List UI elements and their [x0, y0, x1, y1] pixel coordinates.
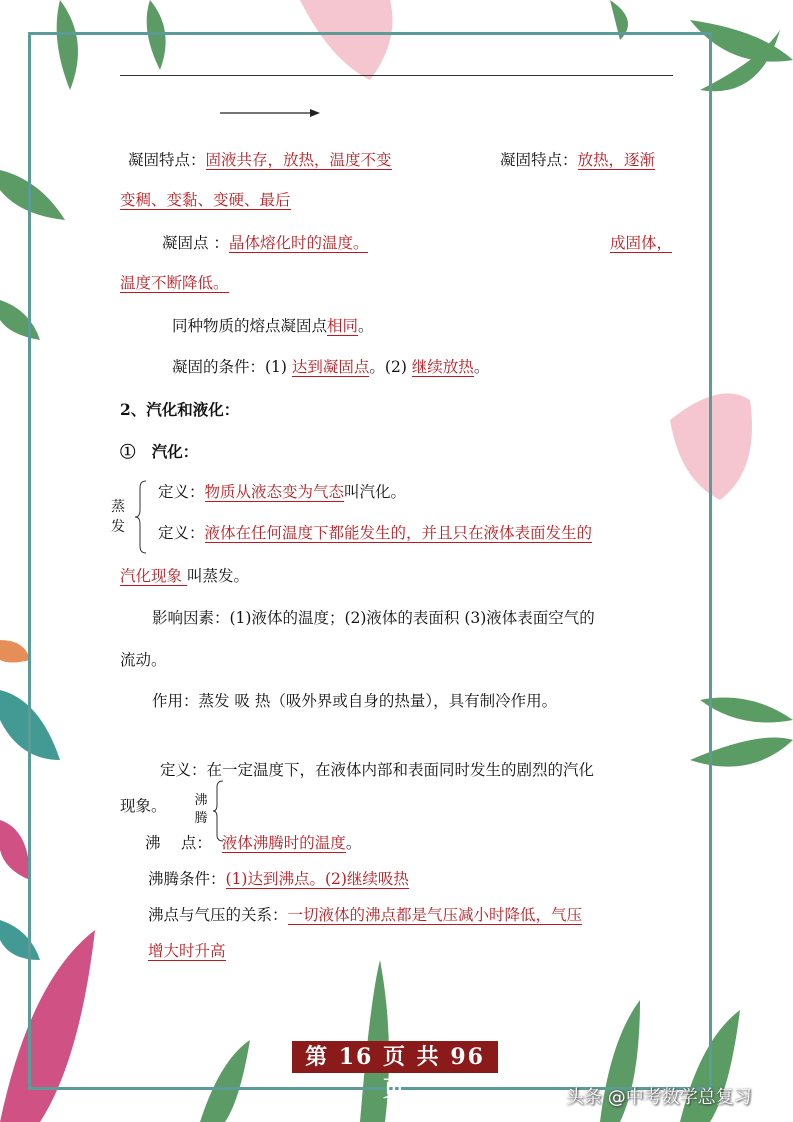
answer: 物质从液态变为气态: [204, 483, 345, 501]
label: 沸 点：: [145, 834, 212, 852]
label: 沸腾条件：: [148, 870, 226, 888]
answer: 相同: [327, 317, 359, 335]
text: 。(2): [369, 358, 412, 376]
label: 凝固特点：: [500, 151, 578, 169]
line-20: [148, 940, 226, 962]
label: 凝固点 ：: [162, 234, 229, 252]
line-2: [120, 189, 291, 211]
answer: 放热，逐渐: [577, 151, 656, 169]
line-solidify-traits: [128, 149, 392, 171]
label: 定义：: [158, 483, 205, 501]
arrow-right-icon: [220, 108, 320, 118]
label: 凝固特点：: [128, 151, 206, 169]
line-9: [158, 481, 406, 503]
label: 定义：: [158, 524, 205, 542]
subsection-heading: [120, 441, 198, 463]
answer: 温度不断降低。: [120, 274, 229, 292]
text: 。: [358, 317, 374, 335]
text: 同种物质的熔点凝固点: [172, 317, 328, 335]
text: 。: [345, 834, 362, 852]
section-heading: 2、汽化和液化：: [120, 400, 240, 419]
page-indicator: 第 16 页 共 96 页: [292, 1041, 498, 1073]
circled-number: ①: [120, 442, 136, 461]
line-6: [172, 356, 489, 378]
line-3-right: [610, 232, 672, 254]
brace-icon: [134, 480, 148, 554]
answer: 一切液体的沸点都是气压减小时降低，气压: [287, 906, 583, 924]
line-4: [120, 272, 229, 294]
line-5: [172, 315, 374, 337]
line-12: 影响因素：(1)液体的温度；(2)液体的表面积 (3)液体表面空气的: [152, 609, 595, 627]
line-19: [148, 904, 582, 926]
text: 。: [473, 358, 490, 376]
text: 叫蒸发。: [186, 567, 249, 585]
watermark: 头条 @中考数学总复习: [566, 1087, 752, 1108]
answer: 液体沸腾时的温度: [221, 834, 346, 852]
side-label-boiling: 沸腾: [194, 793, 208, 826]
header-rule: [120, 75, 673, 76]
text: 凝固的条件：(1): [172, 358, 292, 376]
side-label-evaporation: 蒸发: [111, 499, 125, 535]
line-18: [148, 868, 409, 890]
line-14: 作用：蒸发 吸 热（吸外界或自身的热量），具有制冷作用。: [152, 692, 558, 710]
answer: 成固体，: [610, 234, 673, 252]
answer: 液体在任何温度下都能发生的，并且只在液体表面发生的: [204, 524, 593, 542]
line-10: [158, 522, 592, 544]
line-16: 现象。: [120, 797, 167, 815]
line-solidify-traits-2: [500, 149, 655, 171]
label: 沸点与气压的关系：: [148, 906, 288, 924]
answer: (1)达到沸点。(2)继续吸热: [225, 870, 409, 888]
text: 汽化：: [151, 442, 199, 461]
answer: 增大时升高: [148, 942, 226, 960]
line-11: [120, 565, 249, 587]
text: 叫汽化。: [344, 483, 407, 501]
answer: 继续放热: [411, 358, 474, 376]
answer: 变稠、变黏、变硬、最后: [120, 191, 291, 209]
line-solidify-point: [162, 232, 368, 254]
answer: 达到凝固点: [291, 358, 370, 376]
answer: 汽化现象: [120, 567, 187, 585]
answer: 固液共存，放热，温度不变: [205, 151, 392, 169]
line-15: 定义：在一定温度下，在液体内部和表面同时发生的剧烈的汽化: [160, 761, 595, 779]
line-13: 流动。: [120, 651, 167, 669]
answer: 晶体熔化时的温度。: [228, 234, 369, 252]
line-17: [145, 832, 361, 854]
